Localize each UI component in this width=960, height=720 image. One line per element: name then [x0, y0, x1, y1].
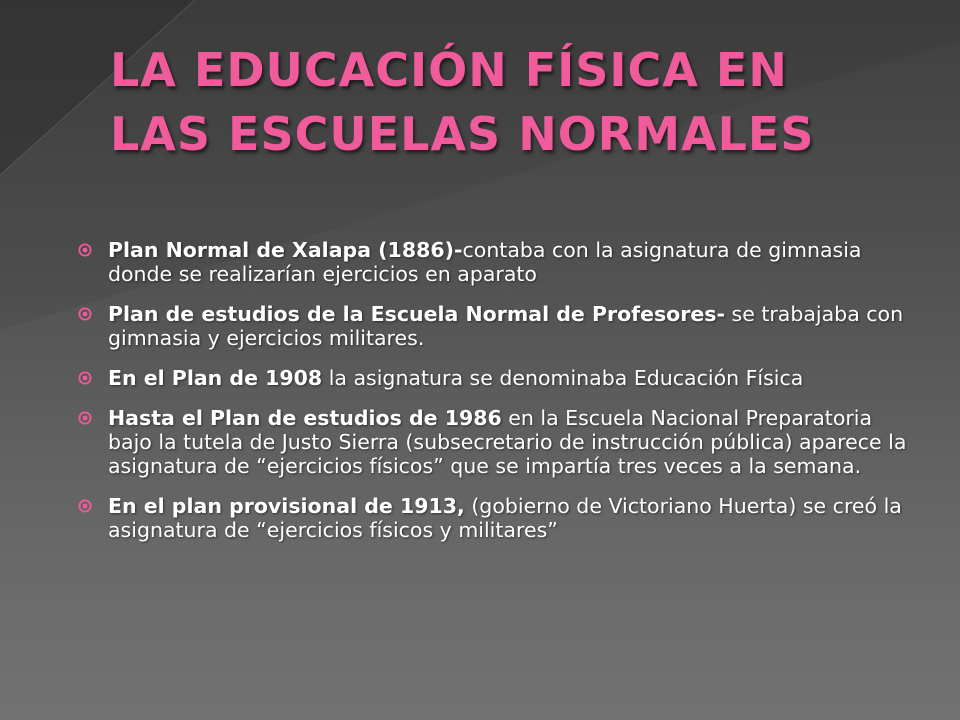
bullet-item	[78, 366, 908, 390]
bullet-lead: Hasta el Plan de estudios de 1986	[108, 406, 502, 430]
bullet-item	[78, 494, 908, 542]
bullet-lead: En el plan provisional de 1913,	[108, 494, 465, 518]
bullet-item	[78, 406, 908, 478]
circled-dot-icon	[78, 499, 92, 513]
bullet-lead: En el Plan de 1908	[108, 366, 323, 390]
bullet-lead: Plan Normal de Xalapa (1886)-	[108, 238, 463, 262]
bullet-item	[78, 238, 908, 286]
circled-dot-icon	[78, 371, 92, 385]
bullet-item	[78, 302, 908, 350]
bullet-text: se trabajaba con gimnasia y ejercicios militares.	[108, 302, 904, 350]
bullet-text: la asignatura se denominaba Educación Física	[322, 366, 804, 390]
bullet-text: en la Escuela Nacional Preparatoria bajo la tutela de Justo Sierra (subsecretario de instrucción pública) aparece la asignatura de “ejercicios físicos” que se impartía tres veces a la semana.	[108, 406, 907, 478]
slide-title	[110, 38, 930, 166]
bullet-lead: Plan de estudios de la Escuela Normal de Profesores-	[108, 302, 725, 326]
title-line-2: LAS ESCUELAS NORMALES	[110, 107, 815, 161]
title-line-1: LA EDUCACIÓN FÍSICA EN	[110, 43, 788, 97]
circled-dot-icon	[78, 243, 92, 257]
bullet-text: (gobierno de Victoriano Huerta) se creó la asignatura de “ejercicios físicos y militares”	[108, 494, 902, 542]
circled-dot-icon	[78, 307, 92, 321]
bullet-text: contaba con la asignatura de gimnasia donde se realizarían ejercicios en aparato	[108, 238, 862, 286]
bullet-list	[78, 238, 908, 558]
circled-dot-icon	[78, 411, 92, 425]
